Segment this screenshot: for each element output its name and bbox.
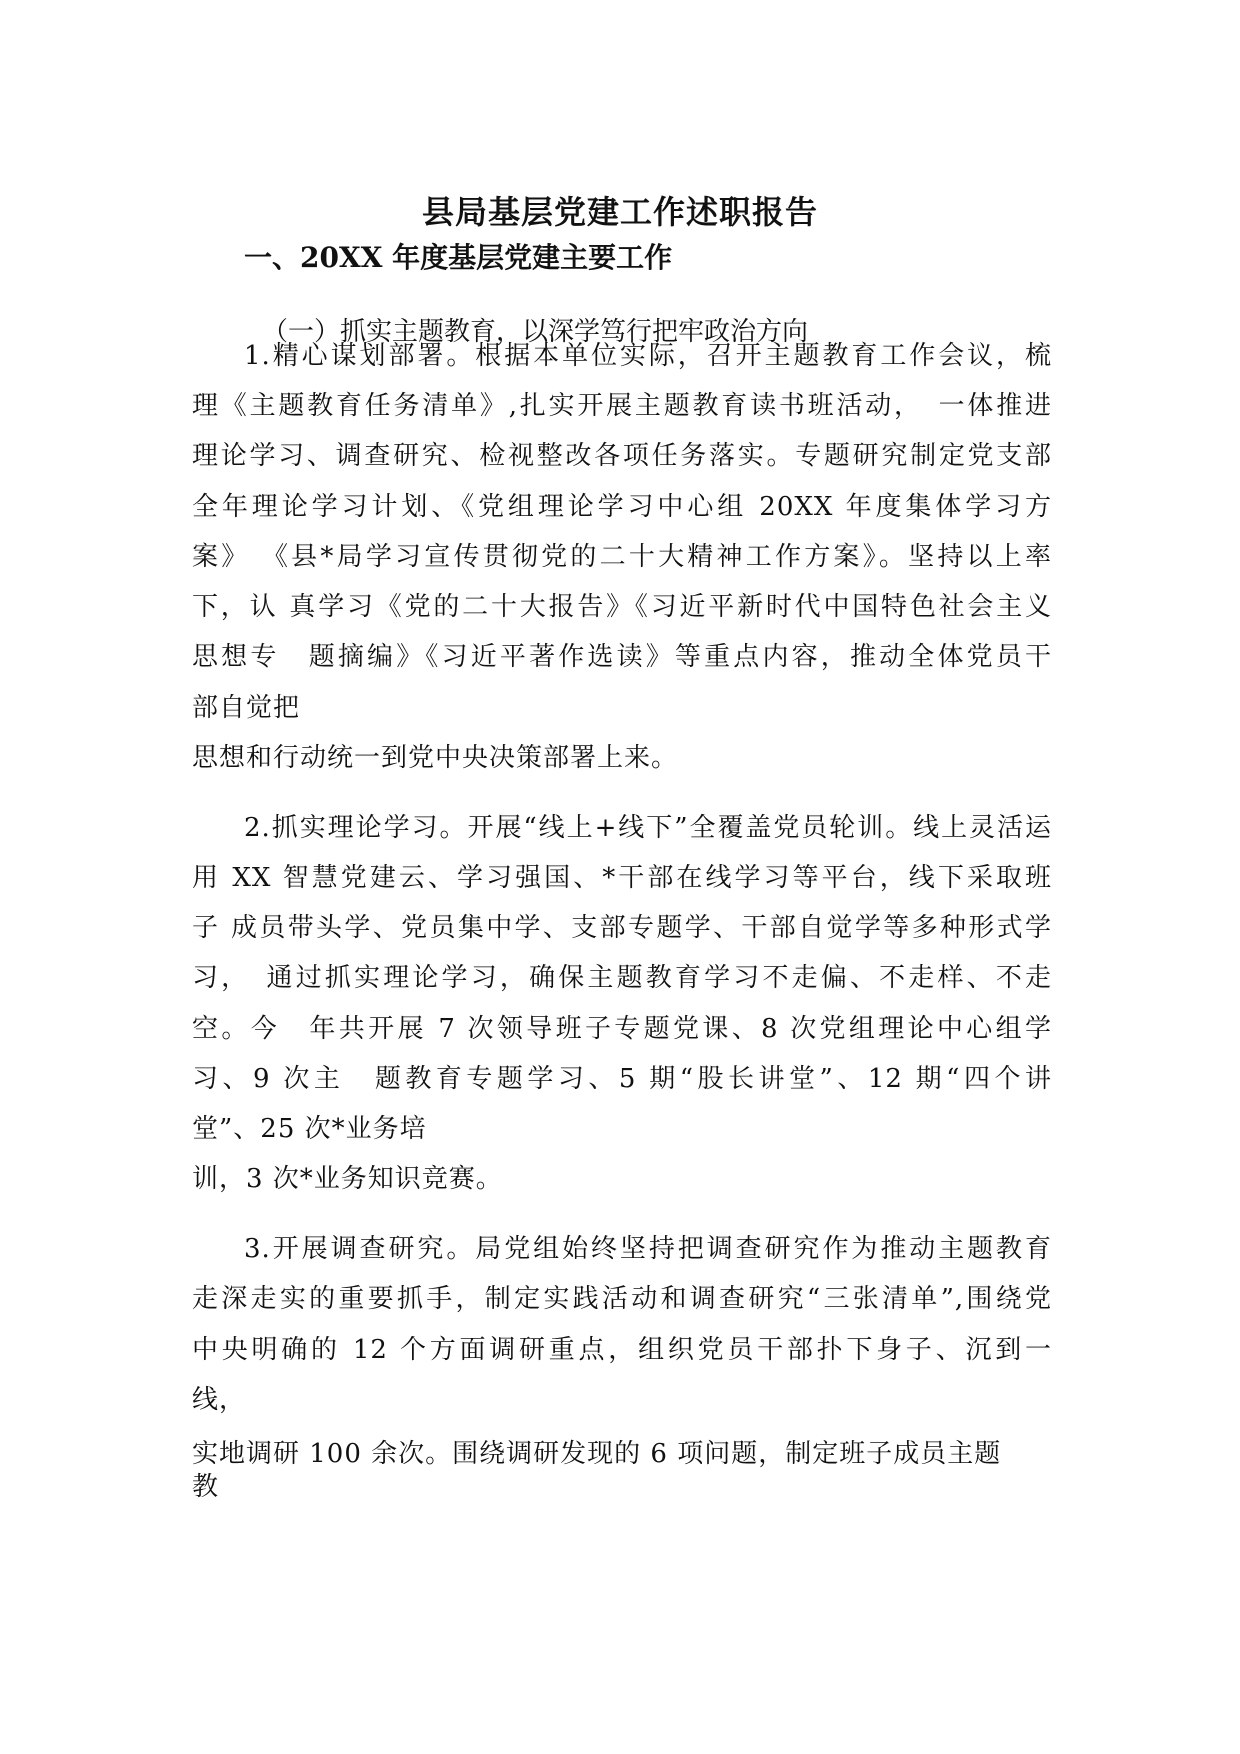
- paragraph-line: 习、9 次主 题教育专题学习、5 期“股长讲堂”、12 期“四个讲: [192, 1064, 1052, 1094]
- paragraph-line: 部自觉把: [192, 693, 301, 723]
- paragraph-line: 案》 《县*局学习宣传贯彻党的二十大精神工作方案》。坚持以上率: [192, 542, 1052, 572]
- paragraph-line: 线，: [192, 1385, 247, 1415]
- paragraph-line: 理论学习、调查研究、检视整改各项任务落实。专题研究制定党支部: [192, 441, 1052, 471]
- paragraph-line: 空。今 年共开展 7 次领导班子专题党课、8 次党组理论中心组学: [192, 1014, 1052, 1044]
- paragraph-line: 2.抓实理论学习。开展“线上+线下”全覆盖党员轮训。线上灵活运: [244, 813, 1052, 843]
- subsection-heading: （一）抓实主题教育，以深学笃行把牢政治方向: [262, 317, 809, 347]
- paragraph-line: 全年理论学习计划、《党组理论学习中心组 20XX 年度集体学习方: [192, 492, 1052, 522]
- paragraph-line: 中央明确的 12 个方面调研重点，组织党员干部扑下身子、沉到一: [192, 1335, 1052, 1365]
- section-heading: 一、20XX 年度基层党建主要工作: [244, 241, 673, 274]
- paragraph-line: 子 成员带头学、党员集中学、支部专题学、干部自觉学等多种形式学: [192, 913, 1052, 943]
- paragraph-line: 实地调研 100 余次。围绕调研发现的 6 项问题，制定班子成员主题: [192, 1439, 1002, 1469]
- paragraph-line: 下，认 真学习《党的二十大报告》《习近平新时代中国特色社会主义: [192, 592, 1052, 622]
- paragraph-line: 思想和行动统一到党中央决策部署上来。: [192, 743, 679, 773]
- paragraph-line: 教: [192, 1472, 220, 1502]
- paragraph-line: 思想专 题摘编》《习近平著作选读》等重点内容，推动全体党员干: [192, 642, 1052, 672]
- paragraph-line: 1.精心谋划部署。根据本单位实际，召开主题教育工作会议，梳: [244, 341, 1052, 371]
- paragraph-line: 3.开展调查研究。局党组始终坚持把调查研究作为推动主题教育: [244, 1234, 1052, 1264]
- paragraph-line: 理《主题教育任务清单》,扎实开展主题教育读书班活动， 一体推进: [192, 391, 1052, 421]
- paragraph-line: 走深走实的重要抓手，制定实践活动和调查研究“三张清单”,围绕党: [192, 1284, 1052, 1314]
- document-title: 县局基层党建工作述职报告: [421, 193, 818, 231]
- paragraph-line: 习， 通过抓实理论学习，确保主题教育学习不走偏、不走样、不走: [192, 963, 1052, 993]
- paragraph-line: 用 XX 智慧党建云、学习强国、*干部在线学习等平台，线下采取班: [192, 863, 1052, 893]
- paragraph-line: 堂”、25 次*业务培: [192, 1114, 427, 1144]
- paragraph-line: 训，3 次*业务知识竞赛。: [192, 1164, 503, 1194]
